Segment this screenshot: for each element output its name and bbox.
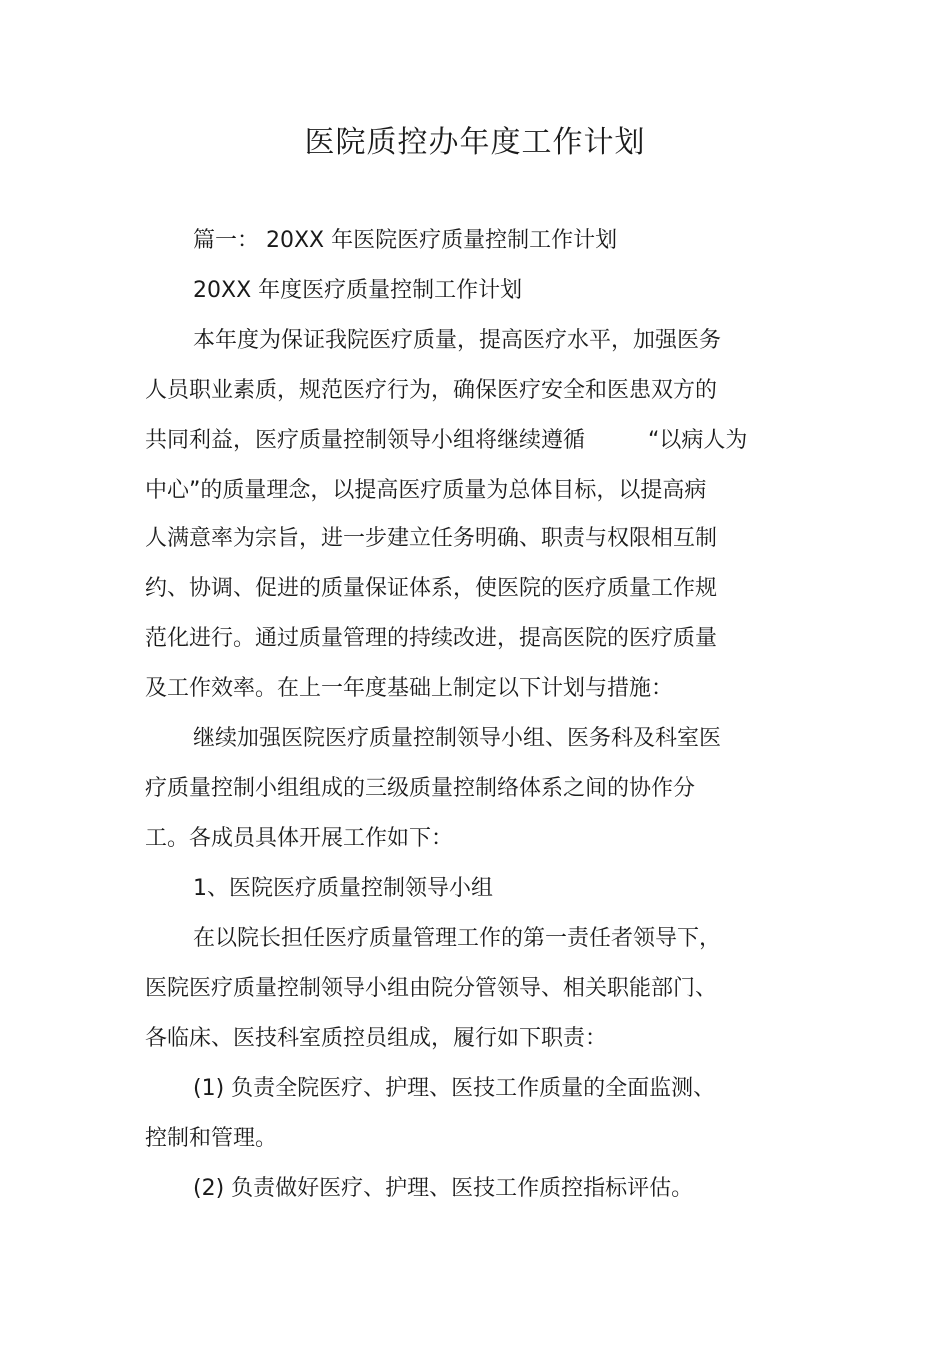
paragraph-line: 疗质量控制小组组成的三级质量控制络体系之间的协作分 [145, 776, 696, 801]
section-heading: 篇一： 20XX 年医院医疗质量控制工作计划 [193, 228, 618, 253]
paragraph-line: 工。各成员具体开展工作如下： [145, 826, 454, 851]
paragraph-line: 本年度为保证我院医疗质量，提高医疗水平，加强医务 [193, 328, 722, 353]
list-item: (1) 负责全院医疗、护理、医技工作质量的全面监测、 [193, 1076, 716, 1101]
paragraph-line: 及工作效率。在上一年度基础上制定以下计划与措施： [145, 676, 674, 701]
paragraph-line: 各临床、医技科室质控员组成，履行如下职责： [145, 1026, 608, 1051]
list-item-continuation: 控制和管理。 [145, 1126, 278, 1151]
paragraph-line: 人满意率为宗旨，进一步建立任务明确、职责与权限相互制 [145, 526, 718, 551]
paragraph-line: 共同利益，医疗质量控制领导小组将继续遵循 “以病人为 [145, 428, 748, 453]
list-heading: 1、医院医疗质量控制领导小组 [193, 876, 493, 901]
paragraph-line: 中心”的质量理念，以提高医疗质量为总体目标，以提高病 [145, 478, 707, 503]
paragraph-line: 人员职业素质，规范医疗行为，确保医疗安全和医患双方的 [145, 378, 718, 403]
paragraph-line: 继续加强医院医疗质量控制领导小组、医务科及科室医 [193, 726, 722, 751]
subheading: 20XX 年度医疗质量控制工作计划 [193, 278, 523, 303]
paragraph-line: 约、协调、促进的质量保证体系，使医院的医疗质量工作规 [145, 576, 718, 601]
paragraph-line: 在以院长担任医疗质量管理工作的第一责任者领导下， [193, 926, 722, 951]
document-title: 医院质控办年度工作计划 [304, 125, 646, 160]
paragraph-line: 医院医疗质量控制领导小组由院分管领导、相关职能部门、 [145, 976, 718, 1001]
list-item: (2) 负责做好医疗、护理、医技工作质控指标评估。 [193, 1176, 694, 1201]
paragraph-line: 范化进行。通过质量管理的持续改进，提高医院的医疗质量 [145, 626, 718, 651]
